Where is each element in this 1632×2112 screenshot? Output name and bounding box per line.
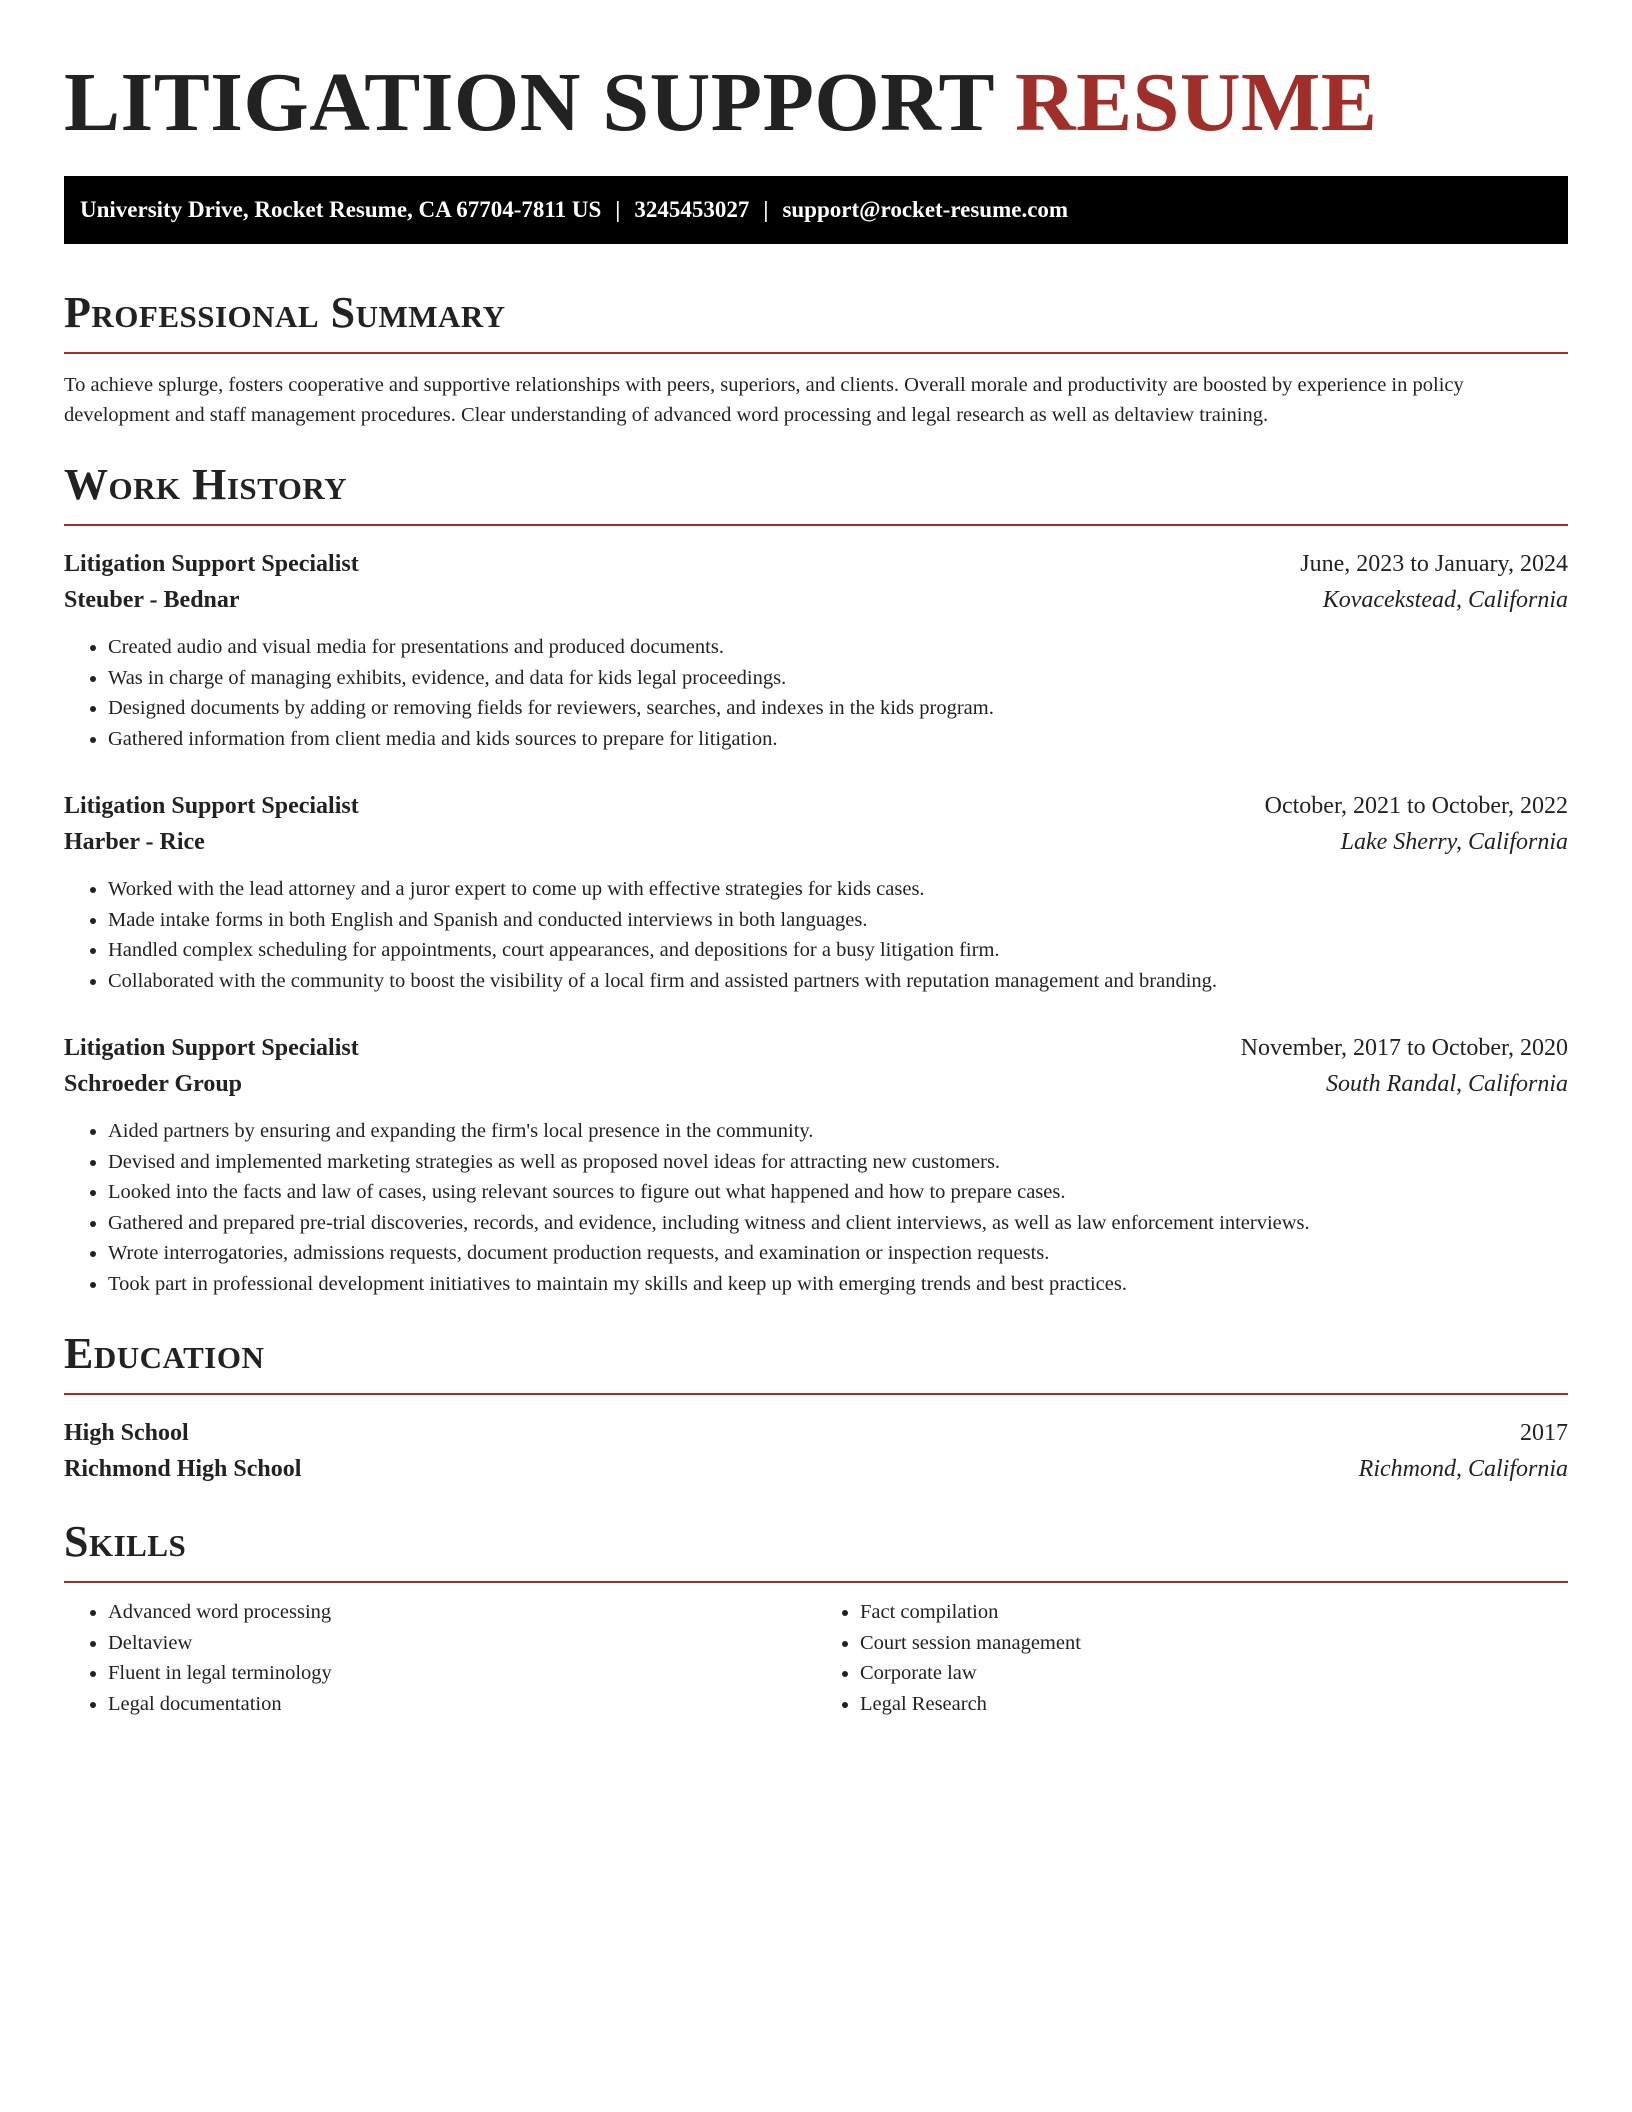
contact-separator: | xyxy=(763,197,769,222)
job-location: South Randal, California xyxy=(1325,1071,1568,1097)
job-location: Kovacekstead, California xyxy=(1322,587,1568,613)
job-dates: October, 2021 to October, 2022 xyxy=(1264,793,1568,819)
job-bullet: • Handled complex scheduling for appointments, court appearances, and depositions for a busy litigation firm. xyxy=(108,935,1568,966)
skills-column-left xyxy=(64,1597,816,1719)
skill-item: • Fact compilation xyxy=(860,1597,1568,1628)
skill-item: • Legal documentation xyxy=(108,1689,816,1720)
education-school: Richmond High School xyxy=(64,1456,302,1482)
skills-column-right xyxy=(816,1597,1568,1719)
job-bullet: • Wrote interrogatories, admissions requests, document production requests, and examination or inspection requests. xyxy=(108,1238,1568,1269)
skill-item: • Court session management xyxy=(860,1628,1568,1659)
job-bullet: • Collaborated with the community to boost the visibility of a local firm and assisted partners with reputation management and branding. xyxy=(108,966,1568,997)
job-bullet: • Took part in professional development initiatives to maintain my skills and keep up with emerging trends and best practices. xyxy=(108,1269,1568,1300)
job-company-row xyxy=(64,824,1568,860)
skill-item: • Legal Research xyxy=(860,1689,1568,1720)
section-divider xyxy=(64,1581,1568,1583)
job-entry xyxy=(64,1030,1568,1299)
job-position: Litigation Support Specialist xyxy=(64,551,359,577)
contact-address: University Drive, Rocket Resume, CA 67704-7811 US xyxy=(80,197,602,222)
resume-title xyxy=(64,0,1568,148)
job-header-row xyxy=(64,546,1568,582)
job-bullets xyxy=(64,632,1568,754)
job-header-row xyxy=(64,1030,1568,1066)
job-bullet: • Was in charge of managing exhibits, evidence, and data for kids legal proceedings. xyxy=(108,663,1568,694)
skill-item: • Advanced word processing xyxy=(108,1597,816,1628)
section-title-skills: Skills xyxy=(64,1517,187,1566)
job-location: Lake Sherry, California xyxy=(1340,829,1568,855)
section-title-summary: Professional Summary xyxy=(64,288,506,337)
job-entry xyxy=(64,788,1568,996)
job-bullets xyxy=(64,874,1568,996)
contact-email[interactable]: support@rocket-resume.com xyxy=(782,197,1069,222)
summary-text: To achieve splurge, fosters cooperative and supportive relationships with peers, superiors, and clients. Overall morale and productivity are boosted by experience in policy development and staff management procedures. Clear understanding of advanced word processing and legal research as well as deltaview training. xyxy=(64,374,1464,426)
job-position: Litigation Support Specialist xyxy=(64,793,359,819)
job-dates: June, 2023 to January, 2024 xyxy=(1300,551,1568,577)
job-bullets xyxy=(64,1116,1568,1299)
section-divider xyxy=(64,524,1568,526)
section-title-education: Education xyxy=(64,1329,265,1378)
education-entry xyxy=(64,1415,1568,1487)
education-degree-row xyxy=(64,1415,1568,1451)
job-bullet: • Gathered and prepared pre-trial discoveries, records, and evidence, including witness and client interviews, as well as law enforcement interviews. xyxy=(108,1208,1568,1239)
job-bullet: • Devised and implemented marketing strategies as well as proposed novel ideas for attracting new customers. xyxy=(108,1147,1568,1178)
contact-bar xyxy=(64,176,1568,244)
job-bullet: • Aided partners by ensuring and expanding the firm's local presence in the community. xyxy=(108,1116,1568,1147)
job-dates: November, 2017 to October, 2020 xyxy=(1240,1035,1568,1061)
contact-separator: | xyxy=(615,197,621,222)
job-company-row xyxy=(64,1066,1568,1102)
job-position: Litigation Support Specialist xyxy=(64,1035,359,1061)
section-divider xyxy=(64,352,1568,354)
title-main: LITIGATION SUPPORT xyxy=(64,56,994,149)
skill-item: • Corporate law xyxy=(860,1658,1568,1689)
job-company: Harber - Rice xyxy=(64,829,205,855)
job-entry xyxy=(64,546,1568,754)
skills-grid xyxy=(64,1597,1568,1719)
contact-phone[interactable]: 3245453027 xyxy=(634,197,750,222)
job-header-row xyxy=(64,788,1568,824)
job-bullet: • Designed documents by adding or removing fields for reviewers, searches, and indexes in the kids program. xyxy=(108,693,1568,724)
job-company: Schroeder Group xyxy=(64,1071,243,1097)
education-year: 2017 xyxy=(1520,1420,1568,1446)
skill-item: • Fluent in legal terminology xyxy=(108,1658,816,1689)
job-company-row xyxy=(64,582,1568,618)
skill-item: • Deltaview xyxy=(108,1628,816,1659)
job-bullet: • Created audio and visual media for presentations and produced documents. xyxy=(108,632,1568,663)
section-title-work-history: Work History xyxy=(64,460,348,509)
education-degree: High School xyxy=(64,1420,189,1446)
education-school-row xyxy=(64,1451,1568,1487)
job-bullet: • Gathered information from client media and kids sources to prepare for litigation. xyxy=(108,724,1568,755)
job-bullet: • Looked into the facts and law of cases, using relevant sources to figure out what happened and how to prepare cases. xyxy=(108,1177,1568,1208)
title-accent: RESUME xyxy=(1014,56,1378,149)
education-location: Richmond, California xyxy=(1358,1456,1568,1482)
job-bullet: • Worked with the lead attorney and a juror expert to come up with effective strategies for kids cases. xyxy=(108,874,1568,905)
job-bullet: • Made intake forms in both English and Spanish and conducted interviews in both languages. xyxy=(108,905,1568,936)
section-divider xyxy=(64,1393,1568,1395)
job-company: Steuber - Bednar xyxy=(64,587,240,613)
